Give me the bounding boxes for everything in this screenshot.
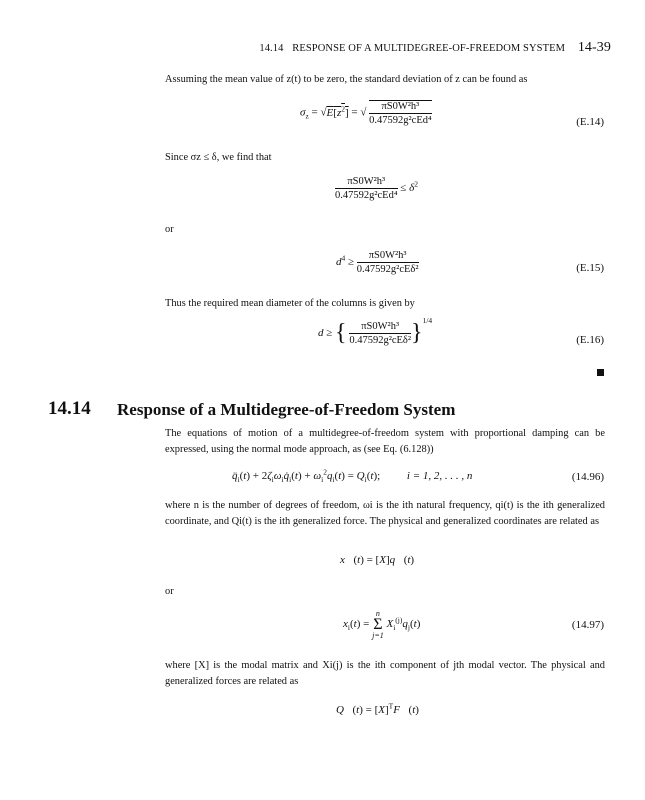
section-title: Response of a Multidegree-of-Freedom System bbox=[117, 400, 456, 419]
page-number: 14-39 bbox=[577, 40, 611, 55]
header-title: RESPONSE OF A MULTIDEGREE-OF-FREEDOM SYSTEM bbox=[292, 43, 566, 54]
equation-inequality: $\frac{\text{πS0W²h³}}{\text{0.47592g²cEd⁴}}$ ≤ $\delta^2$ bbox=[335, 176, 418, 201]
paragraph-text: Assuming the mean value of z(t) to be zero, the standard deviation of z can be found as bbox=[165, 74, 528, 85]
paragraph-text: or bbox=[165, 224, 174, 235]
ineq-numerator: πS0W²h³ bbox=[335, 176, 398, 189]
equation-force-relation: Q⃗(t) = $[X]^TF⃗(t)$ bbox=[336, 701, 419, 716]
equation-number-14-96: (14.96) bbox=[571, 471, 604, 483]
equation-e15: $d^4$ ≥ $\frac{\text{πS0W²h³}}{\text{0.47592g²cEδ²}}$ bbox=[336, 250, 419, 275]
equation-14-97: $x_i(t)$ = n Σ j=1 $X_i^{(j)}q_j(t)$ bbox=[343, 609, 421, 640]
header-section-number: 14.14 bbox=[259, 43, 284, 54]
paragraph-or-2 bbox=[165, 584, 605, 600]
e16-denominator: 0.47592g²cEδ² bbox=[349, 335, 412, 346]
paragraph-text: where [X] is the modal matrix and Xi(j) is the ith component of jth modal vector. The physical and generalized forces are related as bbox=[165, 660, 605, 687]
e14-denominator: 0.47592g²cEd⁴ bbox=[369, 115, 432, 126]
ineq-denominator: 0.47592g²cEd⁴ bbox=[335, 190, 398, 201]
paragraph-thus bbox=[165, 296, 605, 312]
e14-numerator: πS0W²h³ bbox=[369, 101, 432, 114]
equation-number-e15: (E.15) bbox=[576, 262, 604, 274]
paragraph-text: Since σz ≤ δ, we find that bbox=[165, 152, 272, 163]
paragraph-assuming bbox=[165, 72, 605, 88]
end-of-example-mark bbox=[597, 369, 604, 376]
equation-e14: $\sigma_z = √E[z^2]$ = √ $\frac{\text{πS0W²h³}}{\text{0.47592g²cEd⁴}}$ bbox=[300, 101, 432, 126]
paragraph-text: or bbox=[165, 586, 174, 597]
paragraph-text: The equations of motion of a multidegree-of-freedom system with proportional damping can be expressed, using the normal mode approach, as (see Eq. (6.128)) bbox=[165, 428, 605, 455]
paragraph-text: where n is the number of degrees of freedom, ωi is the ith natural frequency, qi(t) is the ith generalized coordinate, and Qi(t) is the ith generalized force. The physical and generalized coordinates are related as bbox=[165, 500, 605, 527]
e16-exponent: 1/4 bbox=[422, 316, 433, 326]
equation-number-e14: (E.14) bbox=[576, 116, 604, 128]
equation-coordinate-relation: x⃗(t) = [X]q⃗(t) bbox=[340, 554, 415, 566]
index-range: i = 1, 2, . . . , n bbox=[406, 470, 473, 482]
equation-14-96: $q̈_i(t)$ + $2\zeta_i\omega_iq̇_i(t) + \omega_i^2q_i(t) = Q_i(t)$; i = 1, 2, . . . , n bbox=[232, 467, 473, 485]
paragraph-intro bbox=[165, 426, 605, 458]
equation-e16: d ≥ { $\frac{\text{πS0W²h³}}{\text{0.47592g²cEδ²}}$ }$^{1/4}$ bbox=[318, 316, 433, 346]
e15-numerator: πS0W²h³ bbox=[357, 250, 419, 263]
e16-numerator: πS0W²h³ bbox=[349, 321, 411, 334]
paragraph-or-1 bbox=[165, 222, 605, 238]
equation-number-e16: (E.16) bbox=[576, 334, 604, 346]
paragraph-where-2 bbox=[165, 658, 605, 690]
e15-denominator: 0.47592g²cEδ² bbox=[356, 264, 419, 275]
paragraph-since bbox=[165, 150, 605, 166]
paragraph-text: Thus the required mean diameter of the columns is given by bbox=[165, 298, 415, 309]
running-header bbox=[259, 40, 611, 56]
paragraph-where-1 bbox=[165, 498, 605, 530]
equation-number-14-97: (14.97) bbox=[571, 619, 604, 631]
section-number: 14.14 bbox=[48, 398, 91, 419]
summation-symbol: n Σ j=1 bbox=[372, 609, 384, 640]
